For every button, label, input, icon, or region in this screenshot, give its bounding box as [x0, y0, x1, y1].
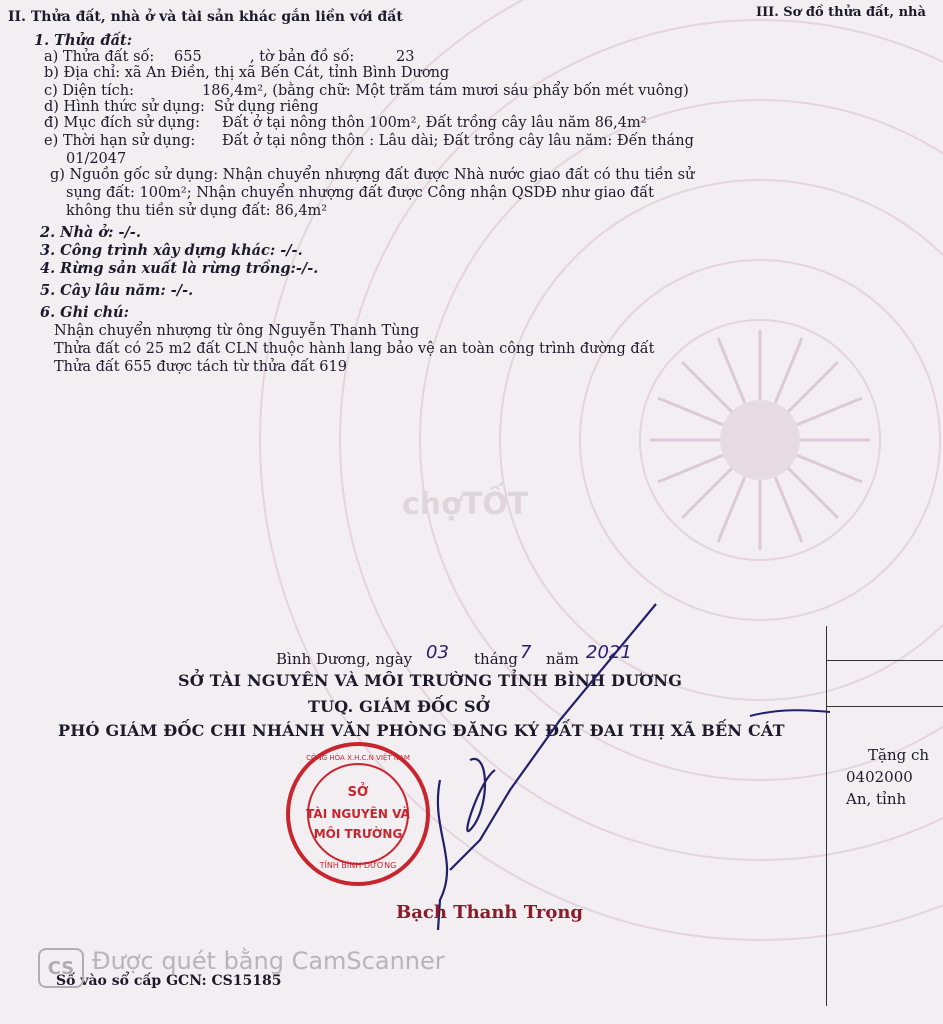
camscanner-logo-icon	[38, 948, 84, 988]
date-month: 7	[520, 642, 532, 663]
tuq-title: TUQ. GIÁM ĐỐC SỞ	[308, 697, 490, 716]
stamp-center-2: TÀI NGUYÊN VÀ	[306, 807, 410, 821]
date-place: Bình Dương, ngày	[276, 650, 413, 668]
signer-name: Bạch Thanh Trọng	[396, 902, 584, 923]
note-line-1: Nhận chuyển nhượng từ ông Nguyễn Thanh Tùng	[54, 323, 420, 339]
address: b) Địa chỉ: xã An Điền, thị xã Bến Cát, tỉnh Bình Dương	[44, 65, 450, 81]
house-item: 2. Nhà ở: -/-.	[40, 224, 141, 241]
issuing-authority: SỞ TÀI NGUYÊN VÀ MÔI TRƯỜNG TỈNH BÌNH DƯƠNG	[178, 671, 683, 690]
construction-item: 3. Công trình xây dựng khác: -/-.	[40, 242, 303, 259]
usage-form-value: Sử dụng riêng	[214, 99, 319, 115]
origin-line-1: g) Nguồn gốc sử dụng: Nhận chuyển nhượng đất được Nhà nước giao đất có thu tiền sử	[50, 167, 695, 183]
stamp-center-3: MÔI TRƯỜNG	[313, 827, 403, 841]
usage-purpose-label: đ) Mục đích sử dụng:	[44, 115, 200, 131]
stamp-center-1: SỞ	[347, 785, 369, 800]
land-heading: 1. Thửa đất:	[34, 32, 133, 49]
note-line-2: Thửa đất có 25 m2 đất CLN thuộc hành lang bảo vệ an toàn công trình đường đất	[54, 341, 655, 357]
area-value: 186,4m², (bằng chữ: Một trăm tám mươi sáu phẩy bốn mét vuông)	[202, 83, 689, 99]
date-day: 03	[426, 642, 449, 663]
usage-term-value-1: Đất ở tại nông thôn : Lâu dài; Đất trồng cây lâu năm: Đến tháng	[222, 133, 694, 149]
right-panel-divider-1	[826, 660, 943, 661]
stamp-bottom: TỈNH BÌNH DƯƠNG	[319, 861, 397, 870]
signer-role: PHÓ GIÁM ĐỐC CHI NHÁNH VĂN PHÒNG ĐĂNG KÝ ĐẤT ĐAI THỊ XÃ BẾN CÁT	[58, 721, 785, 740]
site-watermark: chợTỐT	[402, 487, 529, 522]
handwritten-signature	[400, 600, 840, 940]
camscanner-logo-text: CS	[47, 957, 75, 979]
date-year: 2021	[586, 642, 632, 663]
area-label: c) Diện tích:	[44, 83, 134, 99]
section-3-title: III. Sơ đồ thửa đất, nhà	[756, 5, 926, 20]
perennial-item: 5. Cây lâu năm: -/-.	[40, 282, 194, 299]
usage-term-value-2: 01/2047	[66, 151, 127, 167]
right-panel-line-2: 0402000	[846, 768, 913, 786]
official-stamp	[284, 740, 432, 888]
note-line-3: Thửa đất 655 được tách từ thửa đất 619	[54, 359, 347, 375]
map-sheet-value: 23	[396, 49, 415, 65]
camscanner-watermark: Được quét bằng CamScanner	[92, 947, 445, 975]
date-year-label: năm	[546, 650, 579, 668]
parcel-number-value: 655	[174, 49, 202, 65]
stamp-ring-text: CỘNG HÒA X.H.C.N VIỆT NAM	[306, 754, 410, 762]
section-2-title: II. Thửa đất, nhà ở và tài sản khác gắn liền với đất	[8, 9, 403, 25]
map-sheet-label: , tờ bản đồ số:	[250, 49, 355, 65]
right-panel-line-3: An, tỉnh	[846, 790, 907, 808]
origin-line-3: không thu tiền sử dụng đất: 86,4m²	[66, 203, 328, 219]
usage-term-label: e) Thời hạn sử dụng:	[44, 133, 196, 149]
usage-form-label: d) Hình thức sử dụng:	[44, 99, 205, 115]
usage-purpose-value: Đất ở tại nông thôn 100m², Đất trồng cây lâu năm 86,4m²	[222, 115, 647, 131]
forest-item: 4. Rừng sản xuất là rừng trồng:-/-.	[40, 260, 319, 277]
right-panel-divider-2	[826, 706, 943, 707]
parcel-number-label: a) Thửa đất số:	[44, 49, 155, 65]
right-panel-border	[826, 626, 943, 1006]
notes-heading: 6. Ghi chú:	[40, 304, 129, 321]
registry-number: Số vào sổ cấp GCN: CS15185	[56, 973, 282, 989]
date-month-label: tháng	[474, 650, 518, 668]
right-panel-line-1: Tặng ch	[868, 746, 930, 764]
origin-line-2: sụng đất: 100m²; Nhận chuyển nhượng đất được Công nhận QSDĐ như giao đất	[66, 185, 654, 201]
